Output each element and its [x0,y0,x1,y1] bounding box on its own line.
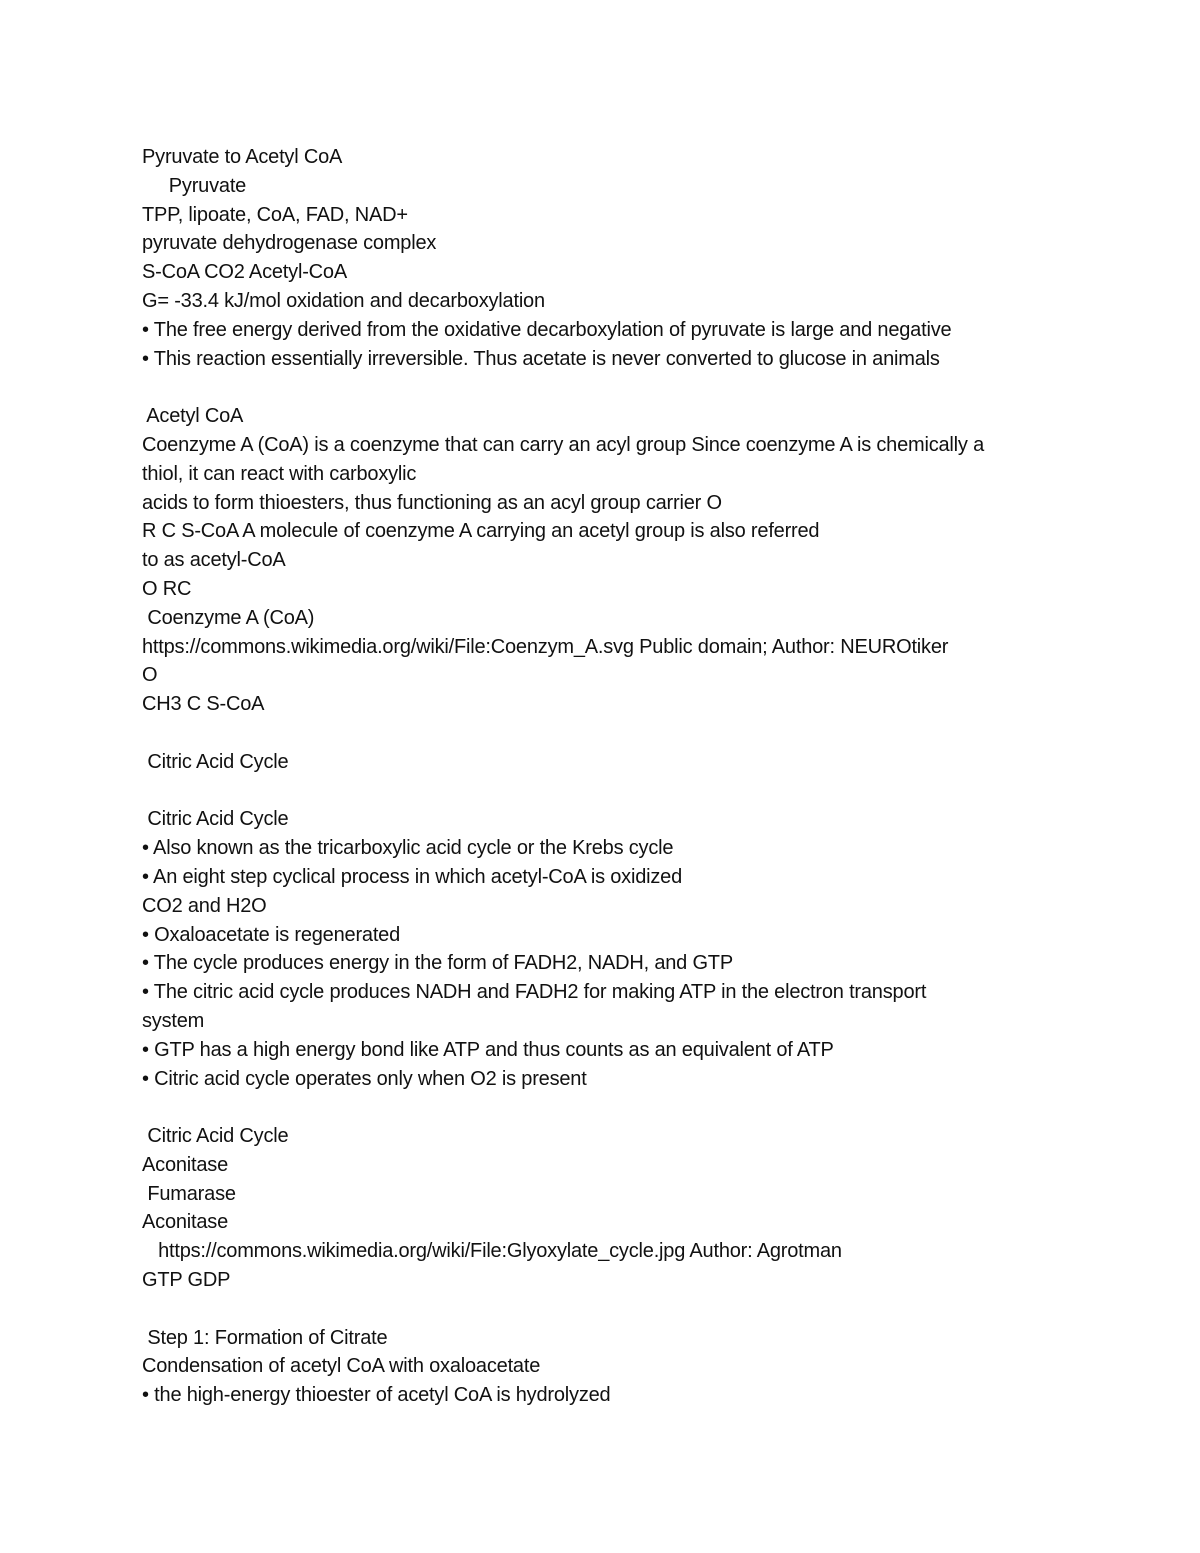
blank-line [142,1093,1062,1122]
text-line: pyruvate dehydrogenase complex [142,232,437,255]
document-body [142,143,1062,1410]
text-line: TPP, lipoate, CoA, FAD, NAD+ [142,203,408,226]
heading-citric-acid-cycle: Citric Acid Cycle [142,808,289,831]
bullet-line: • Also known as the tricarboxylic acid cycle or the Krebs cycle [142,837,674,860]
text-line: S-CoA CO2 Acetyl-CoA [142,261,347,284]
text-line: acids to form thioesters, thus functioning as an acyl group carrier O [142,491,722,514]
text-line: R C S-CoA A molecule of coenzyme A carrying an acetyl group is also referred [142,520,820,543]
bullet-line: • Citric acid cycle operates only when O2 is present [142,1067,587,1090]
text-line: Pyruvate [142,174,247,197]
text-line: GTP GDP [142,1269,231,1292]
text-line: Fumarase [142,1182,236,1205]
text-line: CH3 C S-CoA [142,693,265,716]
text-line: system [142,1009,205,1032]
bullet-line: • Oxaloacetate is regenerated [142,923,401,946]
bullet-line: • the high-energy thioester of acetyl CoA is hydrolyzed [142,1384,611,1407]
heading-citric-acid-cycle: Citric Acid Cycle [142,1125,289,1148]
heading-pyruvate-to-acetyl-coa: Pyruvate to Acetyl CoA [142,146,343,168]
bullet-line: • This reaction essentially irreversible. Thus acetate is never converted to glucose in animals [142,347,940,370]
bullet-line: • The citric acid cycle produces NADH and FADH2 for making ATP in the electron transport [142,981,927,1004]
text-line: Coenzyme A (CoA) is a coenzyme that can carry an acyl group Since coenzyme A is chemically a [142,433,984,456]
blank-line [142,373,1062,402]
bullet-line: • An eight step cyclical process in which acetyl-CoA is oxidized [142,865,683,888]
heading-citric-acid-cycle: Citric Acid Cycle [142,750,289,773]
heading-acetyl-coa: Acetyl CoA [142,405,244,428]
text-line: to as acetyl-CoA [142,549,286,572]
text-line: Aconitase [142,1153,229,1176]
source-url-line: https://commons.wikimedia.org/wiki/File:Coenzym_A.svg Public domain; Author: NEUROtiker [142,635,949,658]
blank-line [142,777,1062,806]
bullet-line: • The free energy derived from the oxidative decarboxylation of pyruvate is large and negative [142,318,952,341]
text-line: Aconitase [142,1211,229,1234]
text-line: CO2 and H2O [142,894,267,917]
text-line: O RC [142,577,192,600]
text-line: Condensation of acetyl CoA with oxaloacetate [142,1355,541,1378]
blank-line [142,1295,1062,1324]
text-line: O [142,664,158,687]
source-url-line: https://commons.wikimedia.org/wiki/File:Glyoxylate_cycle.jpg Author: Agrotman [142,1240,842,1263]
blank-line [142,719,1062,748]
bullet-line: • GTP has a high energy bond like ATP and thus counts as an equivalent of ATP [142,1038,834,1061]
heading-step-1: Step 1: Formation of Citrate [142,1326,388,1349]
bullet-line: • The cycle produces energy in the form of FADH2, NADH, and GTP [142,952,733,975]
heading-coenzyme-a: Coenzyme A (CoA) [142,606,315,629]
text-line: G= -33.4 kJ/mol oxidation and decarboxylation [142,289,545,312]
text-line: thiol, it can react with carboxylic [142,462,417,485]
